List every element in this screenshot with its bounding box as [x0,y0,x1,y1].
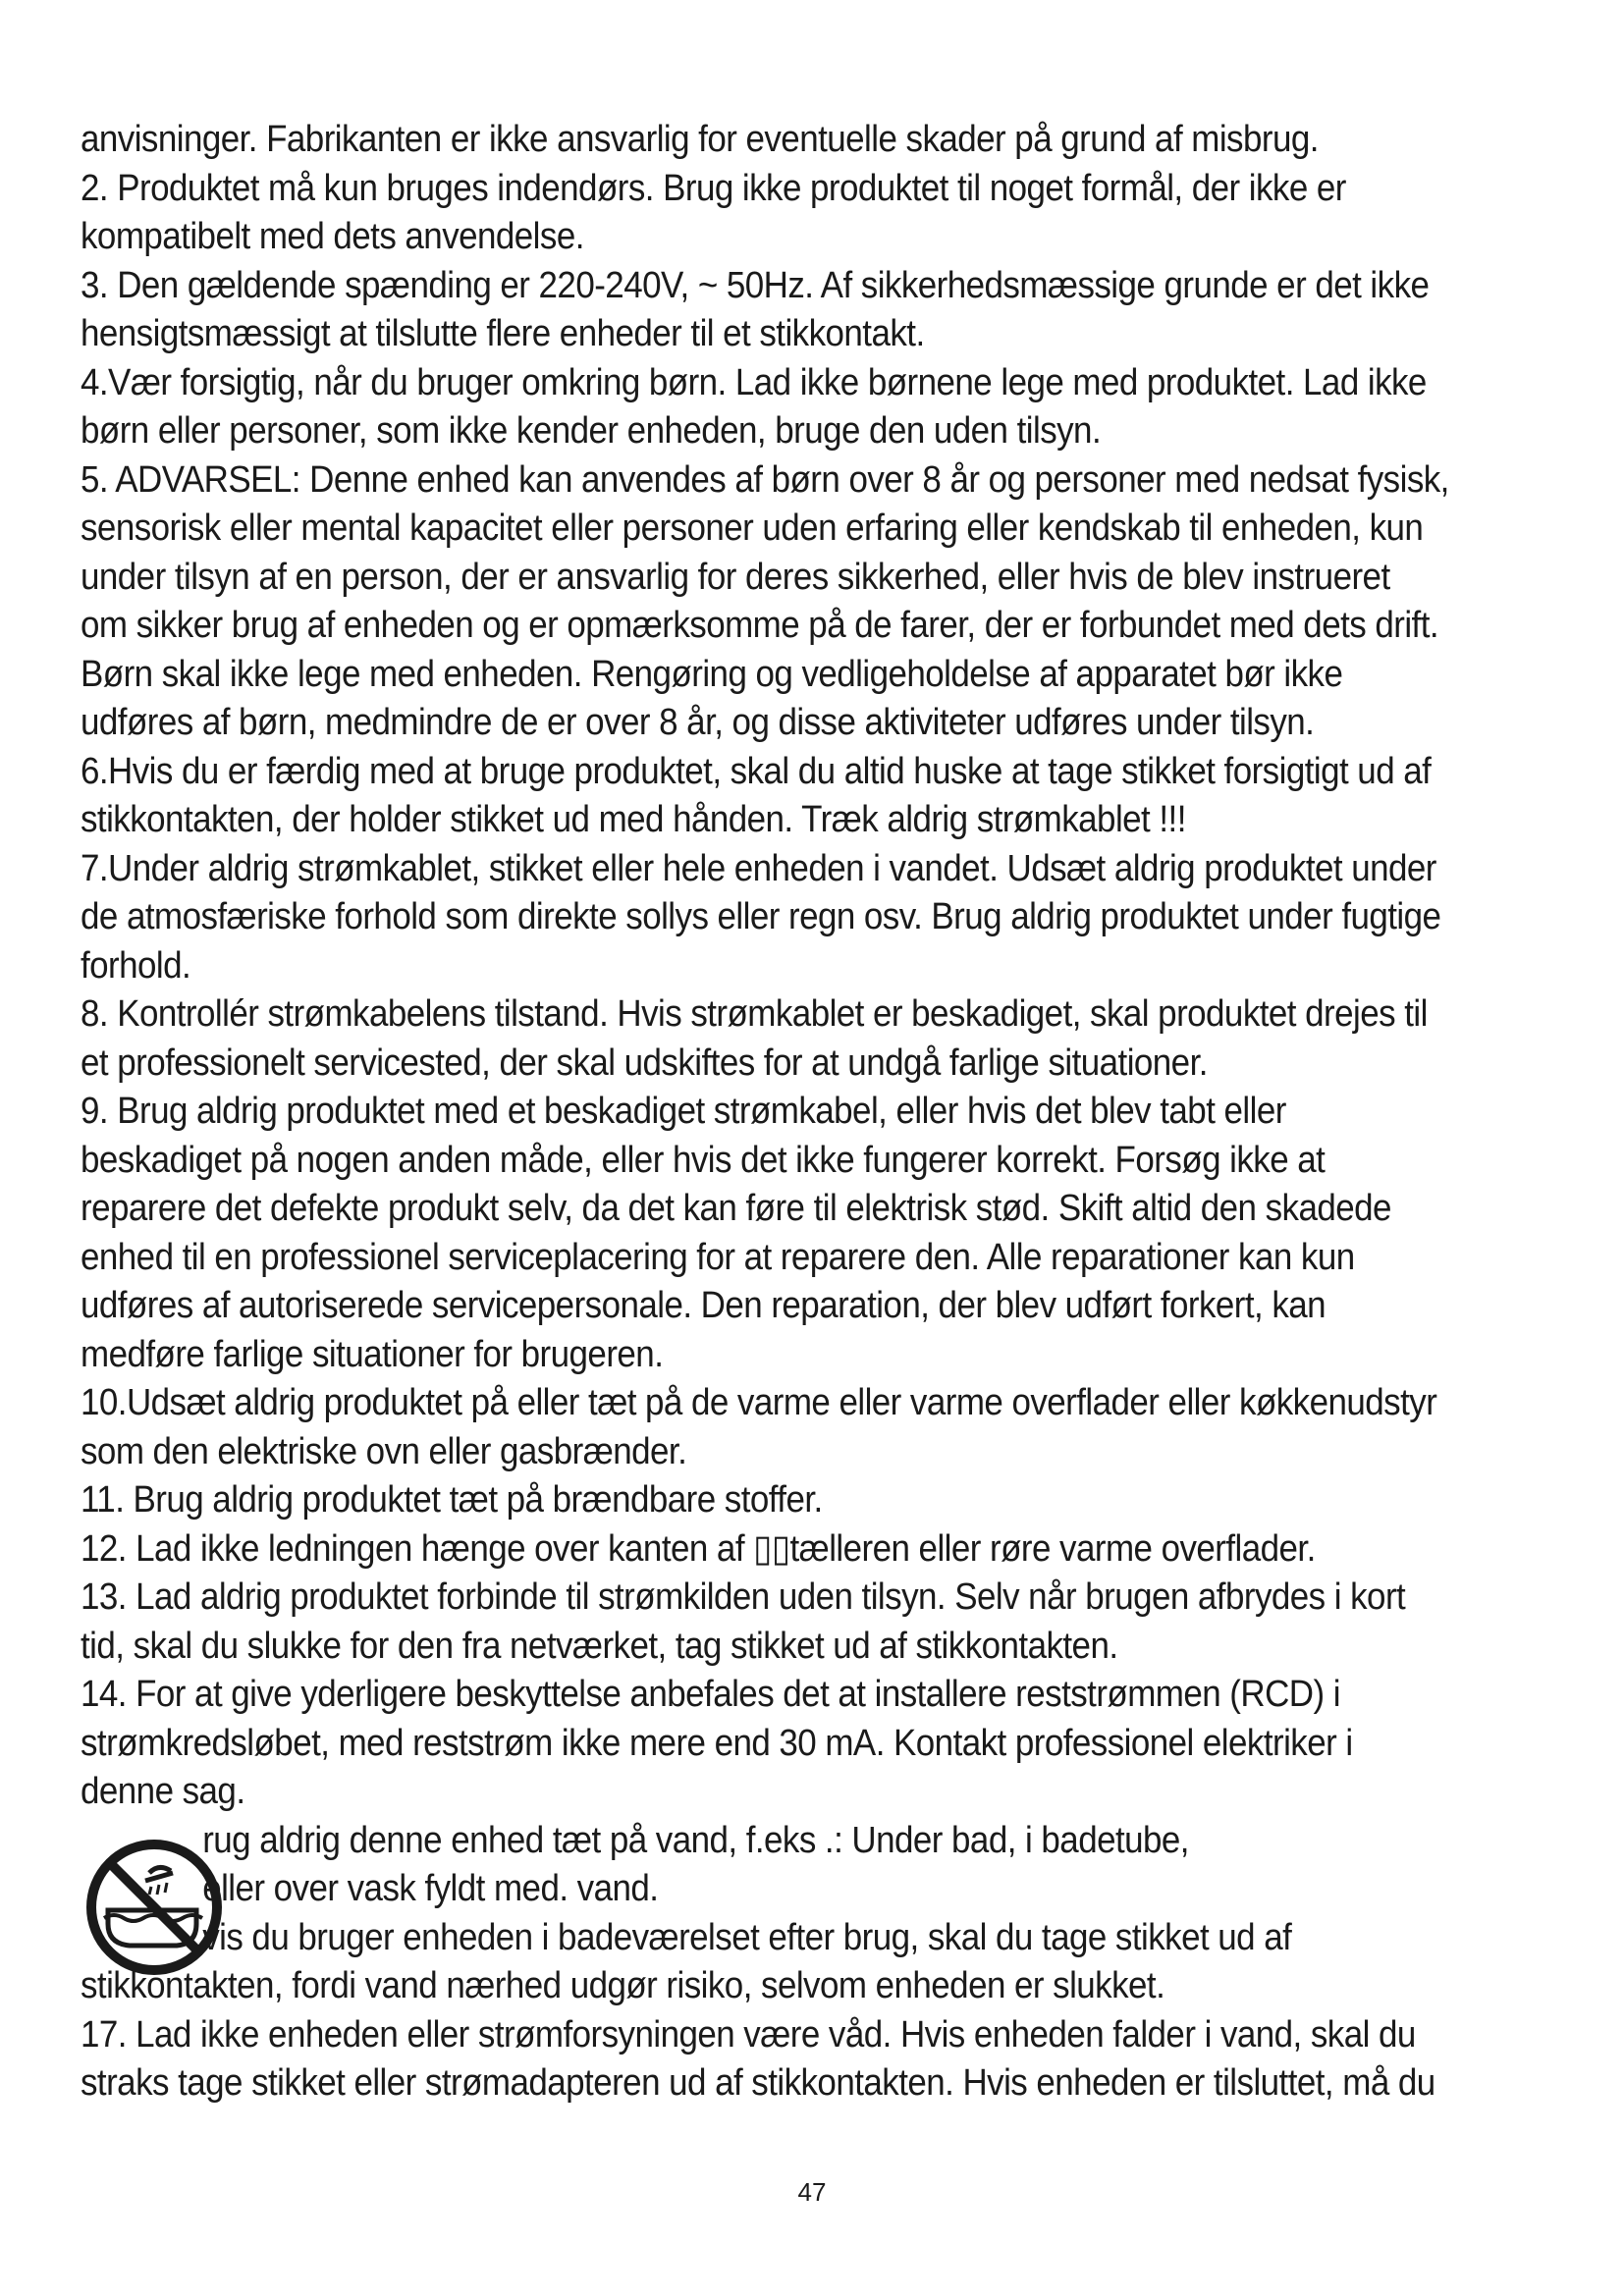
text-line: rug aldrig denne enhed tæt på vand, f.eks .: Under bad, i badetube, [202,1819,1189,1861]
text-line: 4.Vær forsigtig, når du bruger omkring børn. Lad ikke børnene lege med produktet. Lad ikke [81,361,1427,403]
text-line: stikkontakten, fordi vand nærhed udgør risiko, selvom enheden er slukket. [81,1965,1165,2006]
text-line: beskadiget på nogen anden måde, eller hvis det ikke fungerer korrekt. Forsøg ikke at [81,1139,1326,1181]
text-line: kompatibelt med dets anvendelse. [81,216,584,257]
text-line: forhold. [81,944,191,987]
text-line: de atmosfæriske forhold som direkte sollys eller regn osv. Brug aldrig produktet under fugtige [81,896,1441,937]
text-line: 3. Den gældende spænding er 220-240V, ~ 50Hz. Af sikkerhedsmæssige grunde er det ikke [81,264,1430,306]
text-line: vis du bruger enheden i badeværelset efter brug, skal du tage stikket ud af [202,1916,1292,1958]
text-line: børn eller personer, som ikke kender enheden, bruge den uden tilsyn. [81,410,1102,452]
text-line: udføres af autoriserede servicepersonale. Den reparation, der blev udført forkert, kan [81,1285,1326,1326]
text-line: et professionelt servicested, der skal udskiftes for at undgå farlige situationer. [81,1041,1208,1084]
text-line: eller over vask fyldt med. vand. [202,1868,659,1909]
text-line: 7.Under aldrig strømkablet, stikket eller hele enheden i vandet. Udsæt aldrig produktet under [81,847,1436,889]
text-line: om sikker brug af enheden og er opmærksomme på de farer, der er forbundet med dets drift. [81,605,1439,646]
text-line: medføre farlige situationer for brugeren. [81,1333,664,1375]
text-line: 13. Lad aldrig produktet forbinde til strømkilden uden tilsyn. Selv når brugen afbrydes i kort [81,1576,1406,1618]
text-line: 11. Brug aldrig produktet tæt på brændbare stoffer. [81,1479,823,1521]
text-line: hensigtsmæssigt at tilslutte flere enheder til et stikkontakt. [81,313,925,354]
text-line: 12. Lad ikke ledningen hænge over kanten af ▯▯tælleren eller røre varme overflader. [81,1527,1316,1570]
text-line: stikkontakten, der holder stikket ud med hånden. Træk aldrig strømkablet !!! [81,799,1186,840]
text-line: reparere det defekte produkt selv, da det kan føre til elektrisk stød. Skift altid den skadede [81,1188,1391,1229]
text-line: udføres af børn, medmindre de er over 8 år, og disse aktiviteter udføres under tilsyn. [81,702,1315,743]
manual-page [81,116,1553,2109]
text-line: sensorisk eller mental kapacitet eller personer uden erfaring eller kendskab til enheden, kun [81,507,1424,549]
text-line: 10.Udsæt aldrig produktet på eller tæt på de varme eller varme overflader eller køkkenudstyr [81,1382,1437,1423]
text-line: enhed til en professionel serviceplacering for at reparere den. Alle reparationer kan kun [81,1236,1355,1278]
text-line: anvisninger. Fabrikanten er ikke ansvarlig for eventuelle skader på grund af misbrug. [81,119,1319,160]
text-line: straks tage stikket eller strømadapteren ud af stikkontakten. Hvis enheden er tilsluttet, må du [81,2062,1435,2104]
text-line: 14. For at give yderligere beskyttelse anbefales det at installere reststrømmen (RCD) i [81,1674,1340,1715]
text-line: under tilsyn af en person, der er ansvarlig for deres sikkerhed, eller hvis de blev instrueret [81,556,1390,598]
text-line: strømkredsløbet, med reststrøm ikke mere end 30 mA. Kontakt professionel elektriker i [81,1722,1353,1764]
text-line: 8. Kontrollér strømkabelens tilstand. Hvis strømkablet er beskadiget, skal produktet drejes til [81,993,1428,1035]
text-line: 5. ADVARSEL: Denne enhed kan anvendes af børn over 8 år og personer med nedsat fysisk, [81,458,1449,501]
text-line: Børn skal ikke lege med enheden. Rengøring og vedligeholdelse af apparatet bør ikke [81,653,1343,695]
text-line: 2. Produktet må kun bruges indendørs. Brug ikke produktet til noget formål, der ikke er [81,167,1346,209]
text-line: 6.Hvis du er færdig med at bruge produktet, skal du altid huske at tage stikket forsigtigt ud af [81,750,1432,792]
text-line: 9. Brug aldrig produktet med et beskadiget strømkabel, eller hvis det blev tabt eller [81,1091,1286,1132]
text-line: tid, skal du slukke for den fra netværket, tag stikket ud af stikkontakten. [81,1625,1118,1667]
text-line: denne sag. [81,1771,245,1812]
no-water-bath-icon [81,1834,228,1981]
text-line: som den elektriske ovn eller gasbrænder. [81,1430,687,1472]
page-number: 47 [797,2177,827,2207]
text-line: 17. Lad ikke enheden eller strømforsyningen være våd. Hvis enheden falder i vand, skal du [81,2013,1416,2056]
